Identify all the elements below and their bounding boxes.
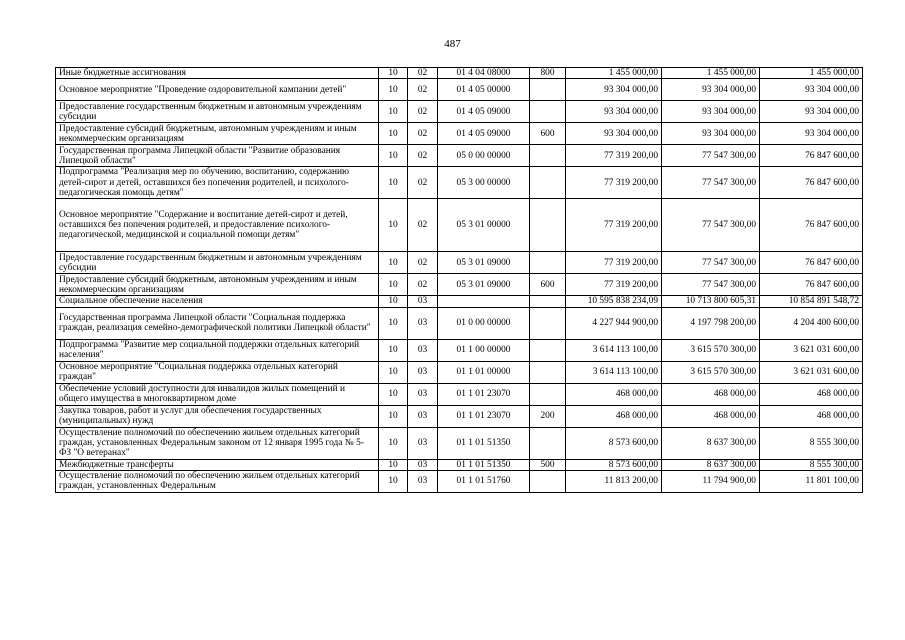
table-row: [56, 199, 863, 252]
amount-year2-cell: 11 794 900,00: [662, 470, 760, 492]
subsection-code-cell: 03: [408, 339, 438, 361]
amount-year3-cell: 76 847 600,00: [760, 252, 863, 274]
expense-type-code-cell: 200: [530, 405, 566, 427]
amount-year1-cell: 77 319 200,00: [566, 199, 662, 252]
table-row: [56, 459, 863, 470]
target-item-code-cell: 01 0 00 00000: [438, 307, 530, 339]
subsection-code-cell: 03: [408, 383, 438, 405]
subsection-code-cell: 02: [408, 79, 438, 101]
table-row: [56, 470, 863, 492]
subsection-code-cell: 03: [408, 405, 438, 427]
expense-name-cell: Предоставление субсидий бюджетным, автономным учреждениям и иным некоммерческим организациям: [56, 274, 379, 296]
section-code-cell: 10: [379, 167, 408, 199]
subsection-code-cell: 03: [408, 427, 438, 459]
target-item-code-cell: 01 1 01 51350: [438, 427, 530, 459]
amount-year3-cell: 468 000,00: [760, 405, 863, 427]
amount-year3-cell: 93 304 000,00: [760, 123, 863, 145]
subsection-code-cell: 03: [408, 470, 438, 492]
expense-name-cell: Иные бюджетные ассигнования: [56, 68, 379, 79]
expense-name-cell: Предоставление государственным бюджетным и автономным учреждениям субсидии: [56, 252, 379, 274]
amount-year1-cell: 3 614 113 100,00: [566, 361, 662, 383]
expense-type-code-cell: [530, 383, 566, 405]
amount-year2-cell: 77 547 300,00: [662, 199, 760, 252]
amount-year2-cell: 468 000,00: [662, 405, 760, 427]
table-row: [56, 167, 863, 199]
expense-name-cell: Закупка товаров, работ и услуг для обеспечения государственных (муниципальных) нужд: [56, 405, 379, 427]
subsection-code-cell: 02: [408, 167, 438, 199]
expense-name-cell: Государственная программа Липецкой области "Развитие образования Липецкой области": [56, 145, 379, 167]
amount-year2-cell: 468 000,00: [662, 383, 760, 405]
section-code-cell: 10: [379, 470, 408, 492]
target-item-code-cell: 01 1 01 51350: [438, 459, 530, 470]
section-code-cell: 10: [379, 405, 408, 427]
expense-type-code-cell: [530, 252, 566, 274]
expense-name-cell: Межбюджетные трансферты: [56, 459, 379, 470]
amount-year1-cell: 1 455 000,00: [566, 68, 662, 79]
amount-year1-cell: 77 319 200,00: [566, 252, 662, 274]
target-item-code-cell: [438, 296, 530, 307]
amount-year3-cell: 468 000,00: [760, 383, 863, 405]
amount-year3-cell: 3 621 031 600,00: [760, 361, 863, 383]
subsection-code-cell: 02: [408, 101, 438, 123]
section-code-cell: 10: [379, 339, 408, 361]
amount-year2-cell: 10 713 800 605,31: [662, 296, 760, 307]
subsection-code-cell: 03: [408, 296, 438, 307]
amount-year1-cell: 4 227 944 900,00: [566, 307, 662, 339]
table-row: [56, 101, 863, 123]
expense-name-cell: Предоставление субсидий бюджетным, автономным учреждениям и иным некоммерческим организациям: [56, 123, 379, 145]
expense-type-code-cell: [530, 79, 566, 101]
amount-year1-cell: 77 319 200,00: [566, 145, 662, 167]
target-item-code-cell: 01 4 05 09000: [438, 123, 530, 145]
amount-year1-cell: 468 000,00: [566, 405, 662, 427]
expense-name-cell: Основное мероприятие "Социальная поддержка отдельных категорий граждан": [56, 361, 379, 383]
expense-name-cell: Государственная программа Липецкой области "Социальная поддержка граждан, реализация семейно-демографической политики Липецкой области": [56, 307, 379, 339]
amount-year2-cell: 77 547 300,00: [662, 252, 760, 274]
amount-year2-cell: 77 547 300,00: [662, 167, 760, 199]
section-code-cell: 10: [379, 252, 408, 274]
section-code-cell: 10: [379, 79, 408, 101]
amount-year1-cell: 8 573 600,00: [566, 427, 662, 459]
amount-year3-cell: 1 455 000,00: [760, 68, 863, 79]
target-item-code-cell: 01 1 01 23070: [438, 405, 530, 427]
section-code-cell: 10: [379, 101, 408, 123]
amount-year2-cell: 93 304 000,00: [662, 79, 760, 101]
subsection-code-cell: 02: [408, 123, 438, 145]
table-row: [56, 123, 863, 145]
target-item-code-cell: 01 4 04 08000: [438, 68, 530, 79]
section-code-cell: 10: [379, 123, 408, 145]
section-code-cell: 10: [379, 274, 408, 296]
subsection-code-cell: 03: [408, 307, 438, 339]
expense-name-cell: Подпрограмма "Развитие мер социальной поддержки отдельных категорий населения": [56, 339, 379, 361]
section-code-cell: 10: [379, 296, 408, 307]
section-code-cell: 10: [379, 307, 408, 339]
expense-type-code-cell: [530, 470, 566, 492]
amount-year1-cell: 468 000,00: [566, 383, 662, 405]
table-row: [56, 274, 863, 296]
section-code-cell: 10: [379, 68, 408, 79]
amount-year2-cell: 8 637 300,00: [662, 427, 760, 459]
amount-year1-cell: 10 595 838 234,09: [566, 296, 662, 307]
expense-type-code-cell: [530, 339, 566, 361]
table-row: [56, 252, 863, 274]
table-row: [56, 361, 863, 383]
expense-type-code-cell: 800: [530, 68, 566, 79]
amount-year3-cell: 3 621 031 600,00: [760, 339, 863, 361]
amount-year1-cell: 77 319 200,00: [566, 274, 662, 296]
amount-year1-cell: 93 304 000,00: [566, 101, 662, 123]
section-code-cell: 10: [379, 383, 408, 405]
amount-year2-cell: 8 637 300,00: [662, 459, 760, 470]
expense-name-cell: Обеспечение условий доступности для инвалидов жилых помещений и общего имущества в многоквартирном доме: [56, 383, 379, 405]
page-number: 487: [444, 38, 461, 50]
expense-name-cell: Предоставление государственным бюджетным и автономным учреждениям субсидии: [56, 101, 379, 123]
amount-year2-cell: 3 615 570 300,00: [662, 361, 760, 383]
expense-type-code-cell: [530, 145, 566, 167]
amount-year2-cell: 4 197 798 200,00: [662, 307, 760, 339]
amount-year3-cell: 8 555 300,00: [760, 427, 863, 459]
expense-type-code-cell: [530, 307, 566, 339]
table-row: [56, 383, 863, 405]
target-item-code-cell: 01 1 01 23070: [438, 383, 530, 405]
section-code-cell: 10: [379, 427, 408, 459]
amount-year3-cell: 76 847 600,00: [760, 145, 863, 167]
target-item-code-cell: 05 3 01 09000: [438, 252, 530, 274]
expense-name-cell: Основное мероприятие "Проведение оздоровительной кампании детей": [56, 79, 379, 101]
subsection-code-cell: 03: [408, 361, 438, 383]
target-item-code-cell: 01 1 01 00000: [438, 361, 530, 383]
amount-year1-cell: 77 319 200,00: [566, 167, 662, 199]
target-item-code-cell: 05 3 01 00000: [438, 199, 530, 252]
amount-year3-cell: 76 847 600,00: [760, 167, 863, 199]
table-row: [56, 68, 863, 79]
expense-name-cell: Социальное обеспечение населения: [56, 296, 379, 307]
table-row: [56, 307, 863, 339]
table-row: [56, 79, 863, 101]
amount-year3-cell: 76 847 600,00: [760, 199, 863, 252]
expense-type-code-cell: [530, 427, 566, 459]
amount-year1-cell: 8 573 600,00: [566, 459, 662, 470]
expense-type-code-cell: [530, 199, 566, 252]
amount-year3-cell: 93 304 000,00: [760, 79, 863, 101]
expense-type-code-cell: [530, 167, 566, 199]
amount-year2-cell: 1 455 000,00: [662, 68, 760, 79]
amount-year2-cell: 93 304 000,00: [662, 101, 760, 123]
expense-type-code-cell: 600: [530, 123, 566, 145]
expense-name-cell: Подпрограмма "Реализация мер по обучению, воспитанию, содержанию детей-сирот и детей, оставшихся без попечения родителей, и психолого-педагогическая помощь детям": [56, 167, 379, 199]
amount-year1-cell: 93 304 000,00: [566, 79, 662, 101]
section-code-cell: 10: [379, 361, 408, 383]
table-row: [56, 427, 863, 459]
budget-table-body: [56, 68, 863, 493]
target-item-code-cell: 01 4 05 00000: [438, 79, 530, 101]
target-item-code-cell: 05 3 00 00000: [438, 167, 530, 199]
amount-year3-cell: 8 555 300,00: [760, 459, 863, 470]
budget-table: [55, 67, 863, 493]
section-code-cell: 10: [379, 145, 408, 167]
subsection-code-cell: 02: [408, 252, 438, 274]
target-item-code-cell: 01 4 05 09000: [438, 101, 530, 123]
table-row: [56, 296, 863, 307]
expense-type-code-cell: [530, 296, 566, 307]
amount-year2-cell: 3 615 570 300,00: [662, 339, 760, 361]
target-item-code-cell: 01 1 01 51760: [438, 470, 530, 492]
table-row: [56, 339, 863, 361]
subsection-code-cell: 02: [408, 199, 438, 252]
subsection-code-cell: 02: [408, 274, 438, 296]
table-row: [56, 145, 863, 167]
expense-name-cell: Осуществление полномочий по обеспечению жильем отдельных категорий граждан, установленных Федеральным законом от 12 января 1995 года № 5-ФЗ "О ветеранах": [56, 427, 379, 459]
section-code-cell: 10: [379, 459, 408, 470]
expense-name-cell: Основное мероприятие "Содержание и воспитание детей-сирот и детей, оставшихся без попечения родителей, и предоставление психолого-педагогической, медицинской и социальной помощи детям": [56, 199, 379, 252]
expense-type-code-cell: [530, 361, 566, 383]
subsection-code-cell: 02: [408, 145, 438, 167]
amount-year2-cell: 93 304 000,00: [662, 123, 760, 145]
amount-year1-cell: 93 304 000,00: [566, 123, 662, 145]
section-code-cell: 10: [379, 199, 408, 252]
expense-name-cell: Осуществление полномочий по обеспечению жильем отдельных категорий граждан, установленных Федеральным: [56, 470, 379, 492]
amount-year2-cell: 77 547 300,00: [662, 145, 760, 167]
amount-year3-cell: 93 304 000,00: [760, 101, 863, 123]
expense-type-code-cell: [530, 101, 566, 123]
amount-year1-cell: 3 614 113 100,00: [566, 339, 662, 361]
target-item-code-cell: 05 0 00 00000: [438, 145, 530, 167]
target-item-code-cell: 05 3 01 09000: [438, 274, 530, 296]
subsection-code-cell: 03: [408, 459, 438, 470]
target-item-code-cell: 01 1 00 00000: [438, 339, 530, 361]
amount-year3-cell: 76 847 600,00: [760, 274, 863, 296]
amount-year3-cell: 11 801 100,00: [760, 470, 863, 492]
amount-year2-cell: 77 547 300,00: [662, 274, 760, 296]
table-row: [56, 405, 863, 427]
expense-type-code-cell: 600: [530, 274, 566, 296]
amount-year3-cell: 10 854 891 548,72: [760, 296, 863, 307]
amount-year3-cell: 4 204 400 600,00: [760, 307, 863, 339]
expense-type-code-cell: 500: [530, 459, 566, 470]
amount-year1-cell: 11 813 200,00: [566, 470, 662, 492]
subsection-code-cell: 02: [408, 68, 438, 79]
